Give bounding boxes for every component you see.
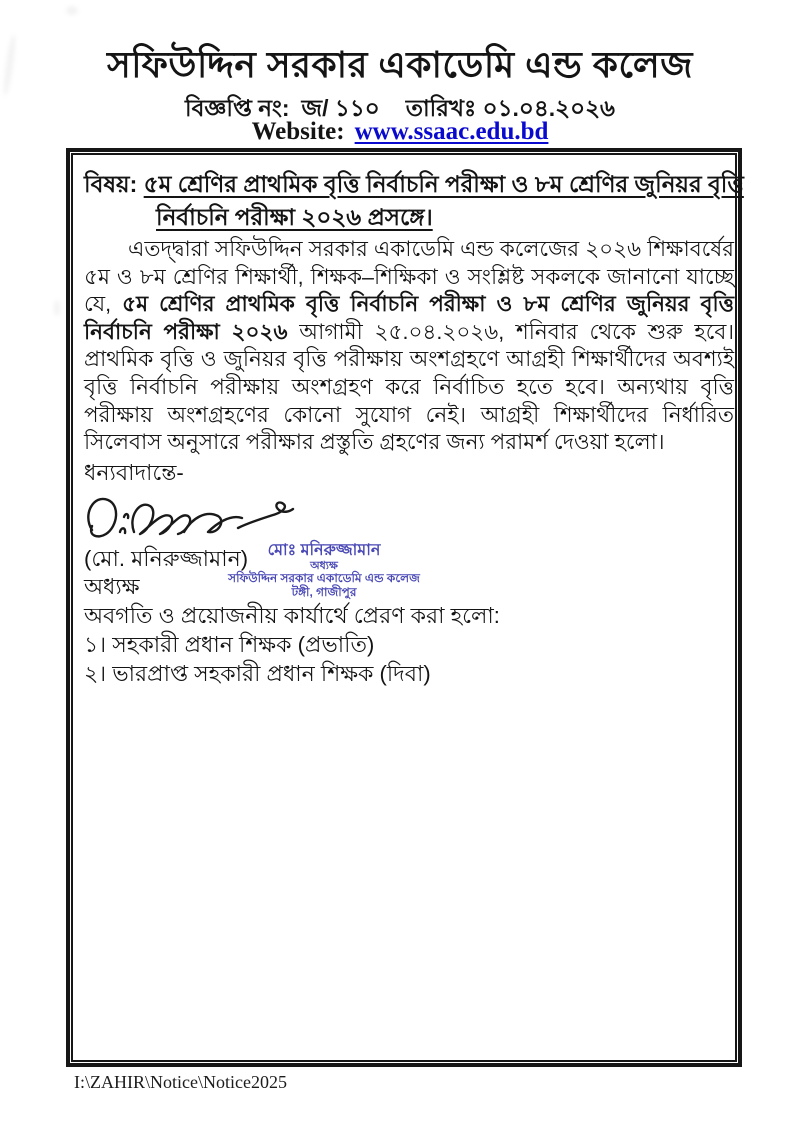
subject-line	[84, 168, 800, 234]
subject-label: বিষয়:	[84, 171, 138, 197]
signatory-name: (মো. মনিরুজ্জামান)	[84, 546, 249, 571]
stamp-institution: সফিউদ্দিন সরকার একাডেমি এন্ড কলেজ	[228, 571, 420, 586]
notice-date-label: তারিখঃ	[405, 95, 477, 121]
signatory-title: অধ্যক্ষ	[84, 574, 140, 599]
notice-number-value: জ/ ১১০	[301, 95, 380, 121]
website-label: Website:	[251, 118, 345, 145]
distribution-item: ১। সহকারী প্রধান শিক্ষক (প্রভাতি)	[84, 632, 375, 657]
notice-content	[76, 158, 744, 1057]
stamp-location: টঙ্গী, গাজীপুর	[291, 584, 357, 599]
closing-salutation: ধন্যবাদান্তে-	[84, 460, 184, 485]
institution-title: সফিউদ্দিন সরকার একাডেমি এন্ড কলেজ	[107, 44, 693, 85]
website-line	[0, 118, 800, 146]
file-path-footer: I:\ZAHIR\Notice\Notice2025	[74, 1072, 287, 1092]
body-text-regular: আগামী ২৫.০৪.২০২৬, শনিবার থেকে শুরু হবে। প্রাথমিক বৃত্তি ও জুনিয়র বৃত্তি পরীক্ষায় অংশগ্রহণে আগ্রহী শিক্ষার্থীদের অবশ্যই বৃত্তি নির্বাচনি পরীক্ষায় অংশগ্রহণ করে নির্বাচিত হতে হবে। অন্যথায় বৃত্তি পরীক্ষায় অংশগ্রহণের কোনো সুযোগ নেই। আগ্রহী শিক্ষার্থীদের নির্ধারিত সিলেবাস অনুসারে পরীক্ষার প্রস্তুতি গ্রহণের জন্য পরামর্শ দেওয়া হলো।	[84, 319, 735, 455]
subject-text: ৫ম শ্রেণির প্রাথমিক বৃত্তি নির্বাচনি পরীক্ষা ও ৮ম শ্রেণির জুনিয়র বৃত্তি নির্বাচনি পরীক্ষা ২০২৬ প্রসঙ্গে।	[143, 171, 744, 230]
notice-date-value: ০১.০৪.২০২৬	[482, 95, 615, 121]
scan-artifact	[66, 6, 78, 15]
signature-scribble	[80, 488, 295, 548]
stamp-designation: অধ্যক্ষ	[310, 559, 338, 572]
stamp-name: মোঃ মনিরুজ্জামান	[267, 542, 381, 559]
notice-number-label: বিজ্ঞপ্তি নং:	[184, 95, 290, 121]
scan-artifact	[54, 300, 60, 316]
website-link[interactable]: www.ssaac.edu.bd	[354, 118, 549, 145]
distribution-item: ২। ভারপ্রাপ্ত সহকারী প্রধান শিক্ষক (দিবা)	[84, 661, 431, 686]
body-text-bold: ৫ম শ্রেণির প্রাথমিক বৃত্তি নির্বাচনি পরীক্ষা ও ৮ম শ্রেণির জুনিয়র বৃত্তি নির্বাচনি পরীক্ষা ২০২৬	[84, 292, 734, 344]
notice-border-box-inner	[71, 153, 744, 1062]
body-text-regular: এতদ্দ্বারা সফিউদ্দিন সরকার একাডেমি এন্ড কলেজের ২০২৬ শিক্ষাবর্ষের ৫ম ও ৮ম শ্রেণির শিক্ষার্থী, শিক্ষক–শিক্ষিকা ও সংশ্লিষ্ট সকলকে জানানো যাচ্ছে যে,	[84, 237, 734, 317]
notice-body-paragraph	[84, 236, 734, 457]
distribution-heading: অবগতি ও প্রয়োজনীয় কার্যার্থে প্রেরণ করা হলো:	[84, 603, 500, 628]
notice-border-box	[66, 148, 742, 1067]
